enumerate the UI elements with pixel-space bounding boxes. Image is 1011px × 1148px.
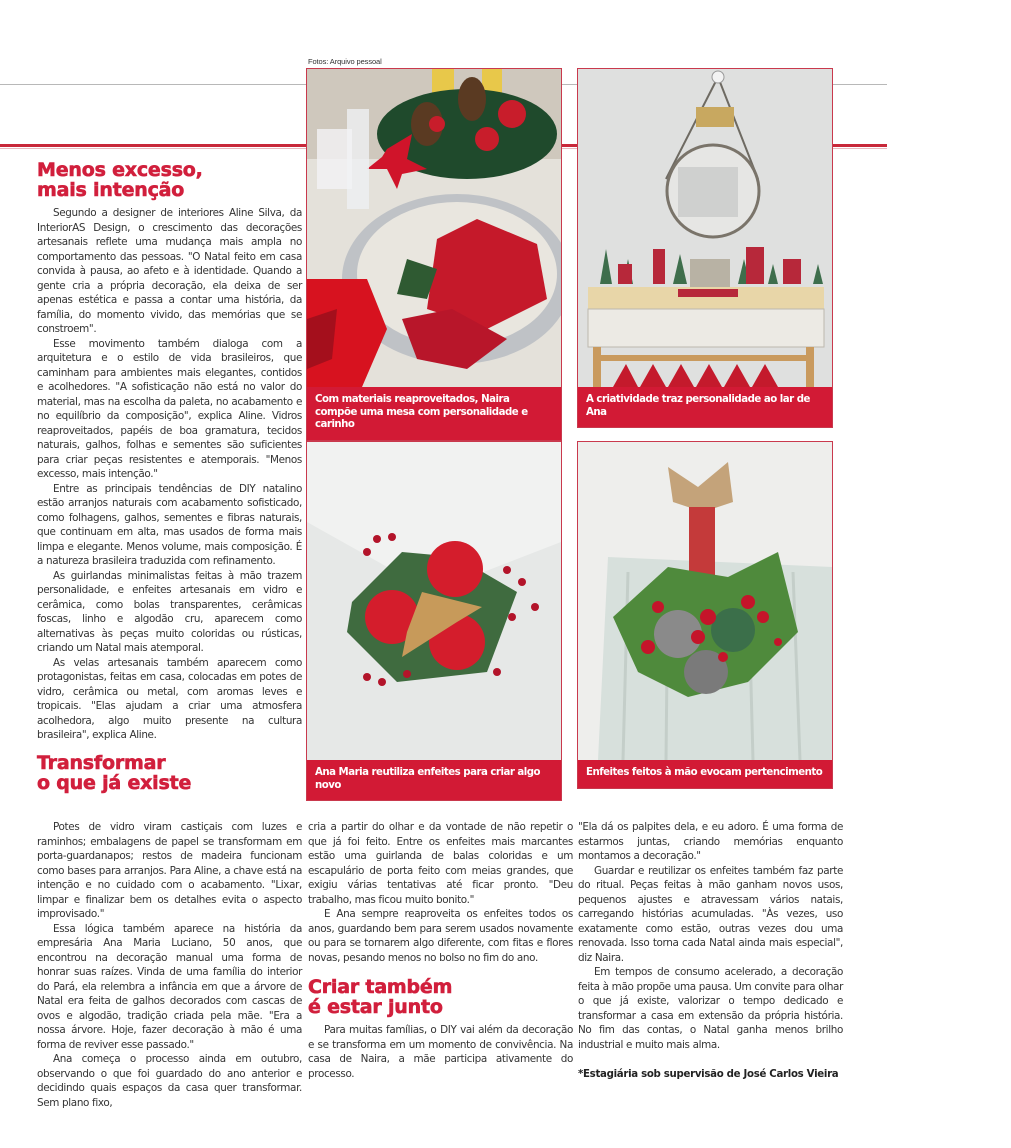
- photo-caption: Ana Maria reutiliza enfeites para criar algo novo: [307, 760, 561, 800]
- photo-caption: Com materiais reaproveitados, Naira compõe uma mesa com personalidade e carinho: [307, 387, 561, 440]
- paragraph: Esse movimento também dialoga com a arquitetura e o estilo de vida brasileiros, que caminham para ambientes mais elegantes, contidos e acolhedores. "A sofisticação não está no valor do material, mas na escolha da paleta, no acabamento e no equilíbrio da composição", explica Aline. Vidros reaproveitados, papéis de boa gramatura, tecidos naturais, galhos, folhas e sementes são suficientes para criar peças resistentes e atemporais. "Menos excesso, mais intenção.": [37, 337, 302, 480]
- paragraph: Essa lógica também aparece na história da empresária Ana Maria Luciano, 50 anos, que encontrou na decoração manual uma forma de honrar suas raízes. Vinda de uma família do interior do Pará, ela relembra a infância em que a árvore de Natal era feita de galhos decorados com cascas de ovos e algodão, tradição criada pela mãe. "Era a nossa árvore. Hoje, fazer decoração à mão é uma forma de reviver esse passado.": [37, 922, 302, 1051]
- section-heading-1: [37, 160, 302, 200]
- console-image: [578, 69, 832, 387]
- heading-line: Transformar: [37, 751, 166, 774]
- photo-console: [578, 69, 832, 387]
- photo-card-hanging: [577, 441, 833, 789]
- heading-line: Menos excesso,: [37, 159, 203, 181]
- hanging-ornament-image: [578, 442, 832, 760]
- article-column-1: [37, 160, 302, 799]
- photo-caption: Enfeites feitos à mão evocam pertencimento: [578, 760, 832, 788]
- photo-caption: A criatividade traz personalidade ao lar de Ana: [578, 387, 832, 427]
- paragraph: As velas artesanais também aparecem como protagonistas, feitas em casa, colocadas em potes de vidro, cerâmica ou metal, com aromas leves e tropicais. "Elas ajudam a criar uma atmosfera acolhedora, algo muito presente na cultura brasileira", explica Aline.: [37, 656, 302, 741]
- section-heading-2: [37, 753, 302, 793]
- paragraph: Segundo a designer de interiores Aline Silva, da InteriorAS Design, o crescimento das decorações artesanais reflete uma mudança mais ampla no comportamento das pessoas. "O Natal feito em casa convida à pausa, ao afeto e à identidade. Quando a gente cria a própria decoração, ela deixa de ser apenas estética e passa a contar uma história, da família, do momento vivido, das memórias que se constroem".: [37, 207, 302, 335]
- paragraph: Em tempos de consumo acelerado, a decoração feita à mão propõe uma pausa. Um convite para olhar o que já existe, valorizar o tempo dedicado e transformar a casa em extensão da própria história. No fim das contas, o Natal ganha menos brilho industrial e muito mais alma.: [578, 966, 843, 1051]
- heading-line: é estar junto: [308, 996, 443, 1018]
- article-column-2: [308, 820, 573, 1081]
- heading-line: mais intenção: [37, 179, 185, 201]
- table-setting-image: [307, 69, 561, 387]
- article-column-3: [578, 820, 843, 1083]
- photo-table-setting: [307, 69, 561, 387]
- paragraph: "Ela dá os palpites dela, e eu adoro. É uma forma de estarmos juntas, criando memórias enquanto montamos a decoração.": [578, 821, 843, 862]
- photo-card-console: [577, 68, 833, 428]
- heading-line: o que já existe: [37, 771, 192, 794]
- paragraph: As guirlandas minimalistas feitas à mão trazem personalidade, e enfeites artesanais em vidro e cerâmica, como bolas transparentes, cerâmicas foscas, linho e algodão cru, aparecem como alternativas às peças muito coloridas ou rústicas, criando um Natal mais atemporal.: [37, 569, 302, 654]
- paragraph: Ana começa o processo ainda em outubro, observando o que foi guardado do ano anterior e decidindo quais espaços da casa quer transformar. Sem plano fixo,: [37, 1053, 302, 1109]
- paragraph: E Ana sempre reaproveita os enfeites todos os anos, guardando bem para serem usados novamente ou para se tornarem algo diferente, com fitas e flores novas, pesando menos no bolso no fim do ano.: [308, 908, 573, 964]
- ornament-arrangement-image: [307, 442, 561, 760]
- paragraph: Potes de vidro viram castiçais com luzes e raminhos; embalagens de papel se transformam em porta-guardanapos; restos de madeira funcionam como bases para arranjos. Para Aline, a chave está na intenção e no cuidado com o acabamento. "Lixar, limpar e finalizar bem os detalhes evita o aspecto improvisado.": [37, 821, 302, 920]
- article-column-1-lower: [37, 820, 302, 1110]
- paragraph: Entre as principais tendências de DIY natalino estão arranjos naturais com acabamento sofisticado, como folhagens, galhos, sementes e fibras naturais, que continuam em alta, mas usados de forma mais limpa e elegante. Menos volume, mais composição. É a natureza brasileira traduzida com refinamento.: [37, 482, 302, 567]
- paragraph: Para muitas famílias, o DIY vai além da decoração e se transforma em um momento de convivência. Na casa de Naira, a mãe participa ativamente do processo.: [308, 1024, 573, 1080]
- signature: *Estagiária sob supervisão de José Carlos Vieira: [578, 1069, 839, 1080]
- section-heading-3: [308, 977, 573, 1017]
- heading-line: Criar também: [308, 976, 453, 998]
- paragraph: Guardar e reutilizar os enfeites também faz parte do ritual. Peças feitas à mão ganham novos usos, pequenos ajustes e atravessam vários natais, carregando histórias acumuladas. "Às vezes, uso exatamente como estão, outras vezes dou uma renovada. Isso torna cada Natal ainda mais especial", diz Naira.: [578, 864, 843, 964]
- photo-credit: Fotos: Arquivo pessoal: [308, 57, 382, 66]
- photo-hanging: [578, 442, 832, 760]
- photo-ornaments: [307, 442, 561, 760]
- paragraph: cria a partir do olhar e da vontade de não repetir o que já foi feito. Entre os enfeites mais marcantes estão uma guirlanda de balas coloridas e um escapulário de porta feito com meias grandes, que exigiu várias tentativas até ficar pronto. "Deu trabalho, mas ficou muito bonito.": [308, 821, 573, 906]
- photo-card-ornaments: [306, 441, 562, 801]
- photo-card-table-setting: [306, 68, 562, 441]
